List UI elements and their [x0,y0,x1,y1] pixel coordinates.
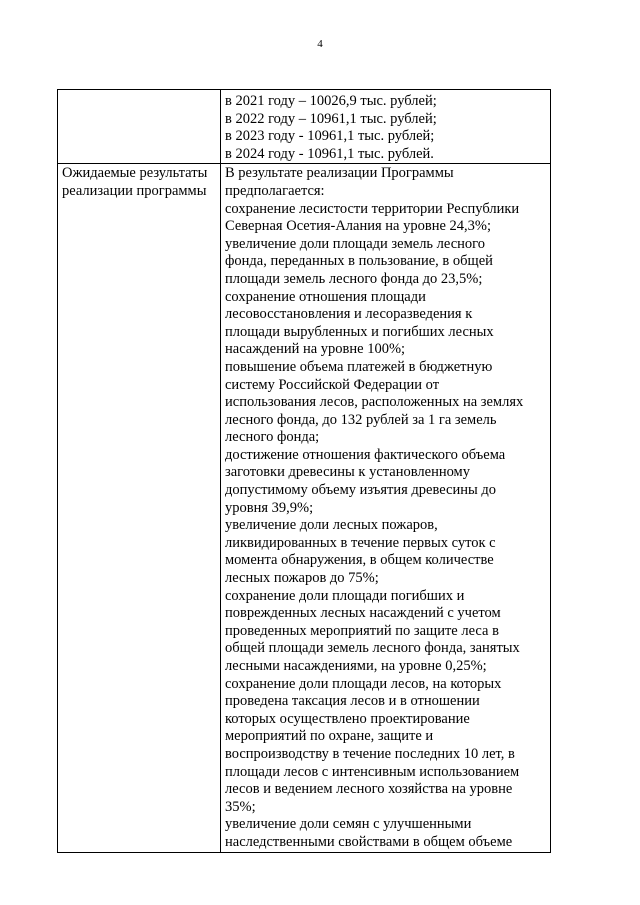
results-line: Северная Осетия-Алания на уровне 24,3%; [225,218,492,235]
funding-label-cell [58,90,221,164]
results-line: использования лесов, расположенных на землях [225,394,524,411]
funding-line: в 2022 году – 10961,1 тыс. рублей; [225,110,437,127]
results-line: сохранение отношения площади [225,288,426,305]
results-label-line: Ожидаемые результаты [62,165,208,182]
results-line: фонда, переданных в пользование, в общей [225,253,493,270]
results-line: лесными насаждениями, на уровне 0,25%; [225,658,487,674]
page-number: 4 [317,38,323,50]
results-line: лесных пожаров до 75%; [225,570,379,587]
funding-line: в 2023 году - 10961,1 тыс. рублей; [225,128,435,145]
results-line: допустимому объему изъятия древесины до [225,482,496,499]
results-line: насаждений на уровне 100%; [225,341,406,358]
results-line: которых осуществлено проектирование [225,710,470,727]
results-line: повышение объема платежей в бюджетную [225,358,493,375]
results-row [58,164,551,852]
results-line: общей площади земель лесного фонда, занятых [225,640,520,657]
results-line: площади вырубленных и погибших лесных [225,323,494,340]
results-line: систему Российской Федерации от [225,376,440,393]
results-line: мероприятий по охране, защите и [225,728,434,745]
results-line: лесного фонда; [225,429,320,446]
results-line: проведенных мероприятий по защите леса в [225,622,499,639]
funding-line: в 2024 году - 10961,1 тыс. рублей. [225,145,434,162]
results-line: заготовки древесины к установленному [225,464,470,481]
results-line: 35%; [225,798,256,815]
results-label-line: реализации программы [62,182,207,199]
results-line: поврежденных лесных насаждений с учетом [225,605,501,622]
results-line: проведена таксация лесов и в отношении [225,693,480,710]
results-line: увеличение доли площади земель лесного [225,235,485,252]
results-label-cell [58,164,221,852]
passport-table [57,89,551,853]
results-line: сохранение доли площади погибших и [225,587,465,604]
results-line: площади земель лесного фонда до 23,5%; [225,270,483,287]
results-value-cell [221,164,551,852]
results-line: лесовосстановления и лесоразведения к [225,306,473,323]
results-line: сохранение доли площади лесов, на которых [225,675,502,692]
results-line: увеличение доли семян с улучшенными [225,816,472,833]
results-line: В результате реализации Программы [225,165,454,182]
funding-row [58,90,551,164]
results-line: ликвидированных в течение первых суток с [225,534,496,551]
funding-value-cell [221,90,551,164]
results-line: лесного фонда, до 132 рублей за 1 га земель [225,411,497,428]
results-line: уровня 39,9%; [225,499,314,516]
results-line: лесов и ведением лесного хозяйства на уровне [225,781,513,798]
results-line: увеличение доли лесных пожаров, [225,517,438,534]
results-line: наследственными свойствами в общем объеме [225,833,513,850]
results-line: площади лесов с интенсивным использованием [225,763,520,780]
results-line: момента обнаружения, в общем количестве [225,552,494,569]
results-line: сохранение лесистости территории Республики [225,200,520,217]
results-line: воспроизводству в течение последних 10 лет, в [225,745,515,762]
results-line: предполагается: [225,182,325,199]
results-line: достижение отношения фактического объема [225,446,506,463]
funding-line: в 2021 году – 10026,9 тыс. рублей; [225,93,437,109]
